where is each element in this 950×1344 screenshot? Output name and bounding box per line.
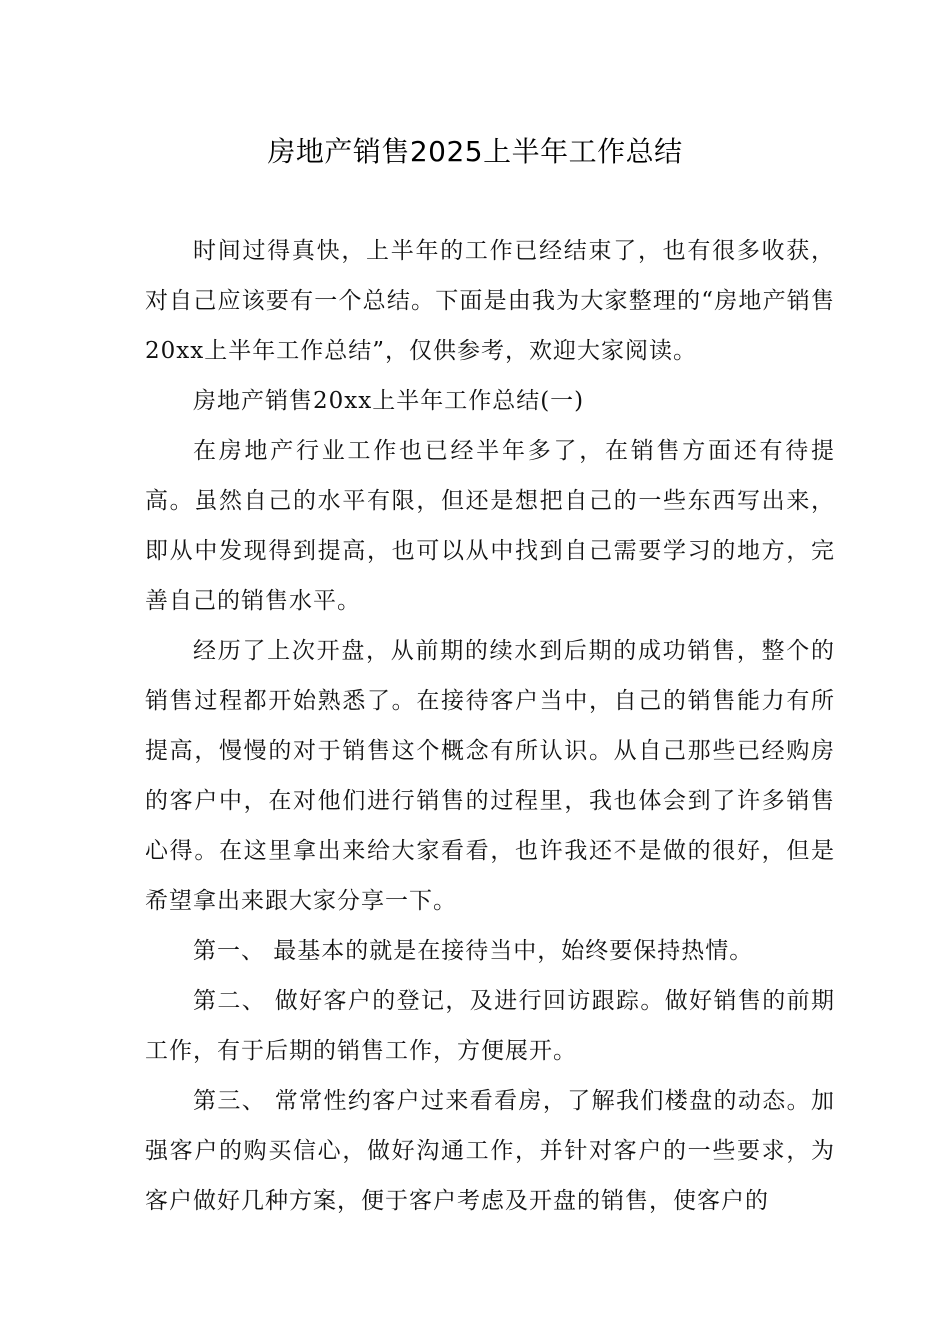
section-heading: 房地产销售20xx上半年工作总结(一) [193,388,585,414]
intro-paragraph: 时间过得真快，上半年的工作已经结束了，也有很多收获，对自己应该要有一个总结。下面是由我为大家整理的“房地产销售20xx上半年工作总结”，仅供参考，欢迎大家阅读。 [145,238,835,364]
list-paragraph-first: 第一、 最基本的就是在接待当中，始终要保持热情。 [193,938,754,964]
list-paragraph-third: 第三、 常常性约客户过来看看房，了解我们楼盘的动态。加强客户的购买信心，做好沟通工作，并针对客户的一些要求，为客户做好几种方案，便于客户考虑及开盘的销售，使客户的 [145,1088,835,1214]
document-body [145,226,835,1226]
body-paragraph: 经历了上次开盘，从前期的续水到后期的成功销售，整个的销售过程都开始熟悉了。在接待客户当中，自己的销售能力有所提高，慢慢的对于销售这个概念有所认识。从自己那些已经购房的客户中，在对他们进行销售的过程里，我也体会到了许多销售心得。在这里拿出来给大家看看，也许我还不是做的很好，但是希望拿出来跟大家分享一下。 [145,638,835,914]
list-paragraph-second: 第二、 做好客户的登记，及进行回访跟踪。做好销售的前期工作，有于后期的销售工作，方便展开。 [145,988,835,1064]
document-title: 房地产销售2025上半年工作总结 [267,135,683,168]
body-paragraph: 在房地产行业工作也已经半年多了，在销售方面还有待提高。虽然自己的水平有限，但还是想把自己的一些东西写出来，即从中发现得到提高，也可以从中找到自己需要学习的地方，完善自己的销售水平。 [145,438,835,614]
